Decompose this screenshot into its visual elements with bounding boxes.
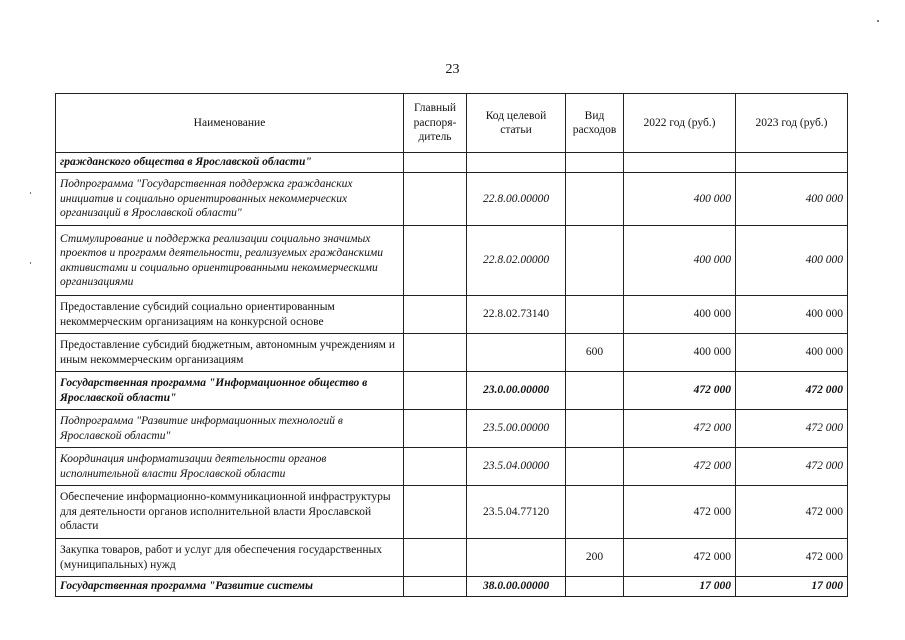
row-2023 bbox=[736, 153, 848, 173]
row-2022: 472 000 bbox=[624, 448, 736, 486]
row-admin bbox=[404, 334, 467, 372]
row-2023: 472 000 bbox=[736, 448, 848, 486]
row-admin bbox=[404, 226, 467, 296]
row-2023: 472 000 bbox=[736, 410, 848, 448]
row-admin bbox=[404, 577, 467, 597]
table-row bbox=[56, 410, 848, 448]
table-row bbox=[56, 539, 848, 577]
row-2023: 472 000 bbox=[736, 486, 848, 539]
row-name: Закупка товаров, работ и услуг для обеспечения государственных (муниципальных) нужд bbox=[56, 539, 404, 577]
row-admin bbox=[404, 153, 467, 173]
row-admin bbox=[404, 372, 467, 410]
header-2022: 2022 год (руб.) bbox=[624, 94, 736, 153]
row-2022: 472 000 bbox=[624, 372, 736, 410]
table-row bbox=[56, 173, 848, 226]
budget-table bbox=[55, 93, 848, 597]
row-2022: 400 000 bbox=[624, 334, 736, 372]
header-type: Вид расходов bbox=[566, 94, 624, 153]
row-code: 23.5.00.00000 bbox=[467, 410, 566, 448]
row-type bbox=[566, 410, 624, 448]
row-name: Подпрограмма "Государственная поддержка гражданских инициатив и социально ориентированных некоммерческих организаций в Ярославской области" bbox=[56, 173, 404, 226]
table-row bbox=[56, 372, 848, 410]
table-row bbox=[56, 486, 848, 539]
row-name: Подпрограмма "Развитие информационных технологий в Ярославской области" bbox=[56, 410, 404, 448]
row-type bbox=[566, 486, 624, 539]
row-admin bbox=[404, 539, 467, 577]
row-name: Обеспечение информационно-коммуникационной инфраструктуры для деятельности органов исполнительной власти Ярославской области bbox=[56, 486, 404, 539]
table-row bbox=[56, 226, 848, 296]
row-code: 22.8.02.73140 bbox=[467, 296, 566, 334]
row-admin bbox=[404, 410, 467, 448]
row-type bbox=[566, 448, 624, 486]
row-admin bbox=[404, 486, 467, 539]
row-code: 22.8.02.00000 bbox=[467, 226, 566, 296]
row-2023: 400 000 bbox=[736, 296, 848, 334]
table-row bbox=[56, 334, 848, 372]
row-name: Государственная программа "Развитие системы bbox=[56, 577, 404, 597]
header-admin: Главный распоря-дитель bbox=[404, 94, 467, 153]
row-2022: 400 000 bbox=[624, 173, 736, 226]
row-2023: 400 000 bbox=[736, 226, 848, 296]
row-code: 23.5.04.00000 bbox=[467, 448, 566, 486]
row-type bbox=[566, 372, 624, 410]
scan-speck bbox=[30, 192, 31, 194]
row-admin bbox=[404, 448, 467, 486]
scan-speck bbox=[30, 262, 31, 264]
row-name: гражданского общества в Ярославской области" bbox=[56, 153, 404, 173]
table-row bbox=[56, 448, 848, 486]
row-name: Стимулирование и поддержка реализации социально значимых проектов и программ деятельности, реализуемых гражданскими активистами и социально ориентированными некоммерческими организациями bbox=[56, 226, 404, 296]
row-type bbox=[566, 226, 624, 296]
row-type bbox=[566, 173, 624, 226]
row-code bbox=[467, 539, 566, 577]
table-header-row bbox=[56, 94, 848, 153]
scan-speck bbox=[877, 20, 879, 22]
row-admin bbox=[404, 173, 467, 226]
row-type bbox=[566, 153, 624, 173]
row-code: 38.0.00.00000 bbox=[467, 577, 566, 597]
row-2023: 400 000 bbox=[736, 334, 848, 372]
row-admin bbox=[404, 296, 467, 334]
header-code: Код целевой статьи bbox=[467, 94, 566, 153]
table-row bbox=[56, 296, 848, 334]
table-row bbox=[56, 153, 848, 173]
header-name: Наименование bbox=[56, 94, 404, 153]
row-type bbox=[566, 296, 624, 334]
row-name: Государственная программа "Информационное общество в Ярославской области" bbox=[56, 372, 404, 410]
row-type bbox=[566, 577, 624, 597]
row-code: 22.8.00.00000 bbox=[467, 173, 566, 226]
header-2023: 2023 год (руб.) bbox=[736, 94, 848, 153]
page-number: 23 bbox=[445, 62, 460, 77]
row-2023: 400 000 bbox=[736, 173, 848, 226]
row-2022 bbox=[624, 153, 736, 173]
row-2022: 400 000 bbox=[624, 296, 736, 334]
table-row bbox=[56, 577, 848, 597]
row-code: 23.5.04.77120 bbox=[467, 486, 566, 539]
row-name: Координация информатизации деятельности органов исполнительной власти Ярославской области bbox=[56, 448, 404, 486]
row-2022: 400 000 bbox=[624, 226, 736, 296]
row-2023: 472 000 bbox=[736, 372, 848, 410]
row-2022: 472 000 bbox=[624, 539, 736, 577]
row-type: 600 bbox=[566, 334, 624, 372]
row-name: Предоставление субсидий бюджетным, автономным учреждениям и иным некоммерческим организациям bbox=[56, 334, 404, 372]
row-2022: 17 000 bbox=[624, 577, 736, 597]
row-2022: 472 000 bbox=[624, 486, 736, 539]
row-2023: 472 000 bbox=[736, 539, 848, 577]
row-code bbox=[467, 153, 566, 173]
row-2023: 17 000 bbox=[736, 577, 848, 597]
row-2022: 472 000 bbox=[624, 410, 736, 448]
row-name: Предоставление субсидий социально ориентированным некоммерческим организациям на конкурсной основе bbox=[56, 296, 404, 334]
row-code: 23.0.00.00000 bbox=[467, 372, 566, 410]
row-type: 200 bbox=[566, 539, 624, 577]
row-code bbox=[467, 334, 566, 372]
